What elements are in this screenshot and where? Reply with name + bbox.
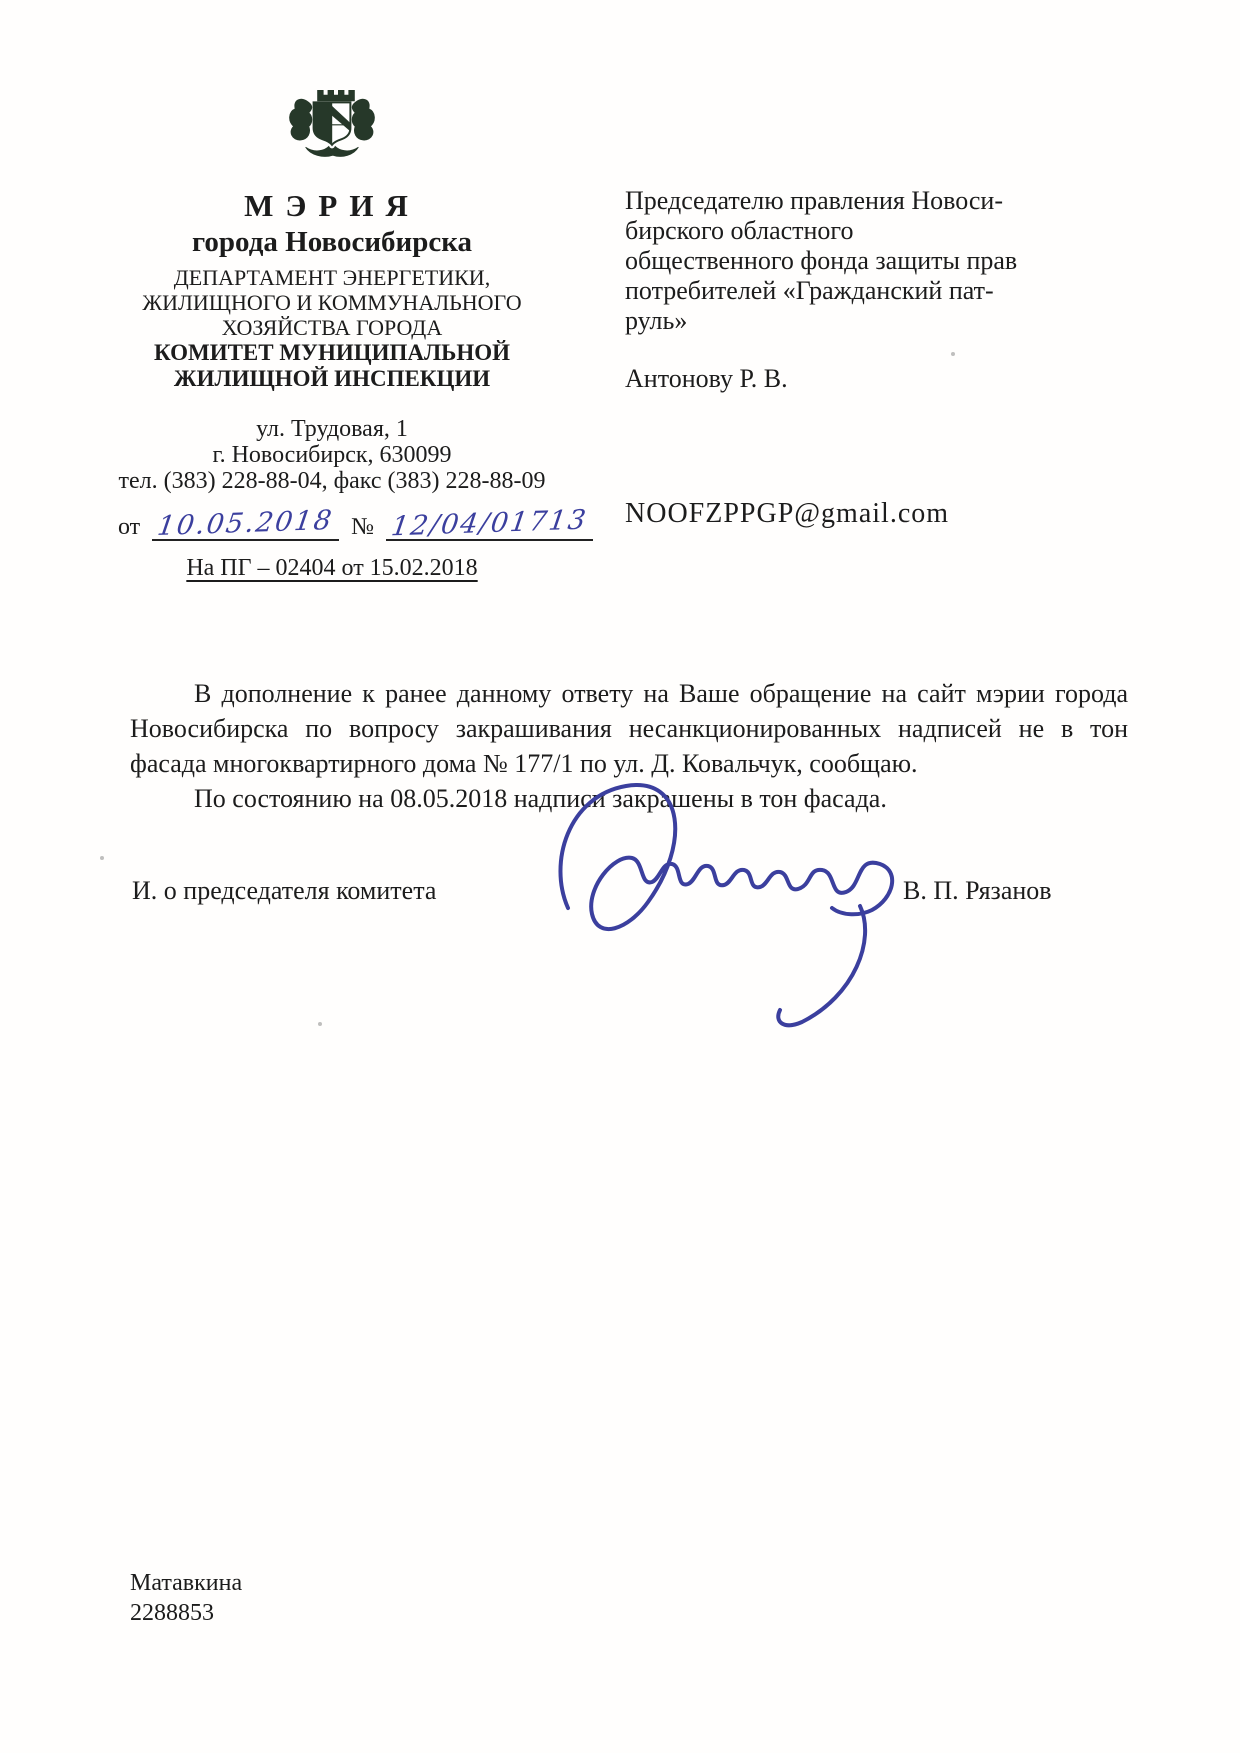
committee-name xyxy=(108,340,556,392)
department-name xyxy=(108,265,556,340)
org-subtitle: города Новосибирска xyxy=(191,226,473,258)
novosibirsk-coat-of-arms-icon xyxy=(280,82,384,174)
address-city: г. Новосибирск, 630099 xyxy=(212,442,452,468)
ref-number-field xyxy=(386,504,593,543)
ref-number-handwritten: 12/04/01713 xyxy=(389,504,590,543)
outgoing-ref-line xyxy=(108,504,590,543)
scan-speck xyxy=(318,1022,322,1026)
scan-speck xyxy=(100,856,104,860)
body-paragraph: По состоянию на 08.05.2018 надписи закрашены в тон фасада. xyxy=(194,784,887,813)
addressee-email: NOOFZPPGP@gmail.com xyxy=(625,498,950,529)
signer-position: И. о председателя комитета xyxy=(132,876,437,905)
committee-line: КОМИТЕТ МУНИЦИПАЛЬНОЙ xyxy=(153,340,511,365)
ref-number-label: № xyxy=(351,514,375,540)
executor-block xyxy=(130,1568,242,1628)
addressee-block xyxy=(625,186,1115,336)
addressee-name: Антонову Р. В. xyxy=(625,364,788,393)
reply-reference-line: На ПГ – 02404 от 15.02.2018 xyxy=(186,555,478,581)
scan-speck xyxy=(951,352,955,356)
letterhead xyxy=(108,82,590,582)
executor-name: Матавкина xyxy=(130,1570,243,1596)
address-phone-fax: тел. (383) 228-88-04, факс (383) 228-88-09 xyxy=(118,468,546,494)
addressee-line: руль» xyxy=(625,306,688,335)
addressee-line: общественного фонда защиты прав xyxy=(625,246,1018,275)
ref-date-handwritten: 10.05.2018 xyxy=(155,504,336,543)
addressee-line: Председателю правления Новоси- xyxy=(625,186,1003,215)
body-paragraph: В дополнение к ранее данному ответу на Ваше обращение на сайт мэрии города Новосибирска по вопросу закрашивания несанкционированных надписей не в тон фасада многоквартирного дома № 177/1 по ул. Д. Ковальчук, сообщаю. xyxy=(130,679,1128,778)
addressee-line: потребителей «Гражданский пат- xyxy=(625,276,994,305)
ref-from-label: от xyxy=(118,514,141,540)
org-address xyxy=(108,416,556,494)
address-street: ул. Трудовая, 1 xyxy=(256,416,408,442)
department-line: ХОЗЯЙСТВА ГОРОДА xyxy=(221,315,443,340)
committee-line: ЖИЛИЩНОЙ ИНСПЕКЦИИ xyxy=(173,366,491,391)
department-line: ДЕПАРТАМЕНТ ЭНЕРГЕТИКИ, xyxy=(173,265,491,290)
handwritten-signature xyxy=(540,758,920,1028)
org-title: МЭРИЯ xyxy=(244,188,420,223)
signer-name: В. П. Рязанов xyxy=(903,876,1052,905)
addressee-line: бирского областного xyxy=(625,216,854,245)
executor-phone: 2288853 xyxy=(130,1600,214,1626)
department-line: ЖИЛИЩНОГО И КОММУНАЛЬНОГО xyxy=(142,290,522,315)
ref-date-field xyxy=(152,504,339,543)
